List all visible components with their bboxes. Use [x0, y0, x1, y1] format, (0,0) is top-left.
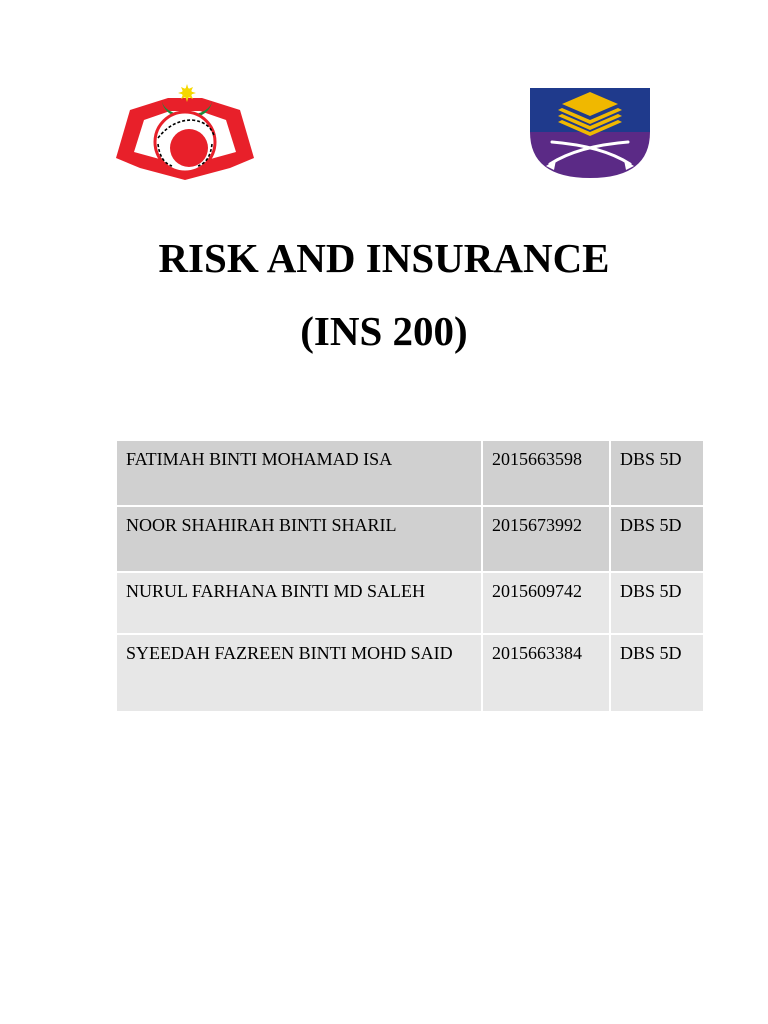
group-code: DBS 5D	[610, 634, 704, 712]
course-code: (INS 200)	[300, 308, 468, 354]
table-row	[116, 634, 704, 712]
student-id: 2015663598	[482, 440, 610, 506]
table-row	[116, 440, 704, 506]
right-university-logo	[528, 86, 652, 180]
member-name: NOOR SHAHIRAH BINTI SHARIL	[116, 506, 482, 572]
document-title: RISK AND INSURANCE	[158, 235, 610, 281]
group-code: DBS 5D	[610, 572, 704, 634]
logo-red-circle	[170, 129, 208, 167]
student-id: 2015673992	[482, 506, 610, 572]
student-id: 2015609742	[482, 572, 610, 634]
member-name: FATIMAH BINTI MOHAMAD ISA	[116, 440, 482, 506]
student-id: 2015663384	[482, 634, 610, 712]
members-table	[115, 439, 705, 713]
group-code: DBS 5D	[610, 440, 704, 506]
member-name: SYEEDAH FAZREEN BINTI MOHD SAID	[116, 634, 482, 712]
group-code: DBS 5D	[610, 506, 704, 572]
left-institution-logo	[112, 80, 258, 184]
member-name: NURUL FARHANA BINTI MD SALEH	[116, 572, 482, 634]
table-row	[116, 572, 704, 634]
table-row	[116, 506, 704, 572]
